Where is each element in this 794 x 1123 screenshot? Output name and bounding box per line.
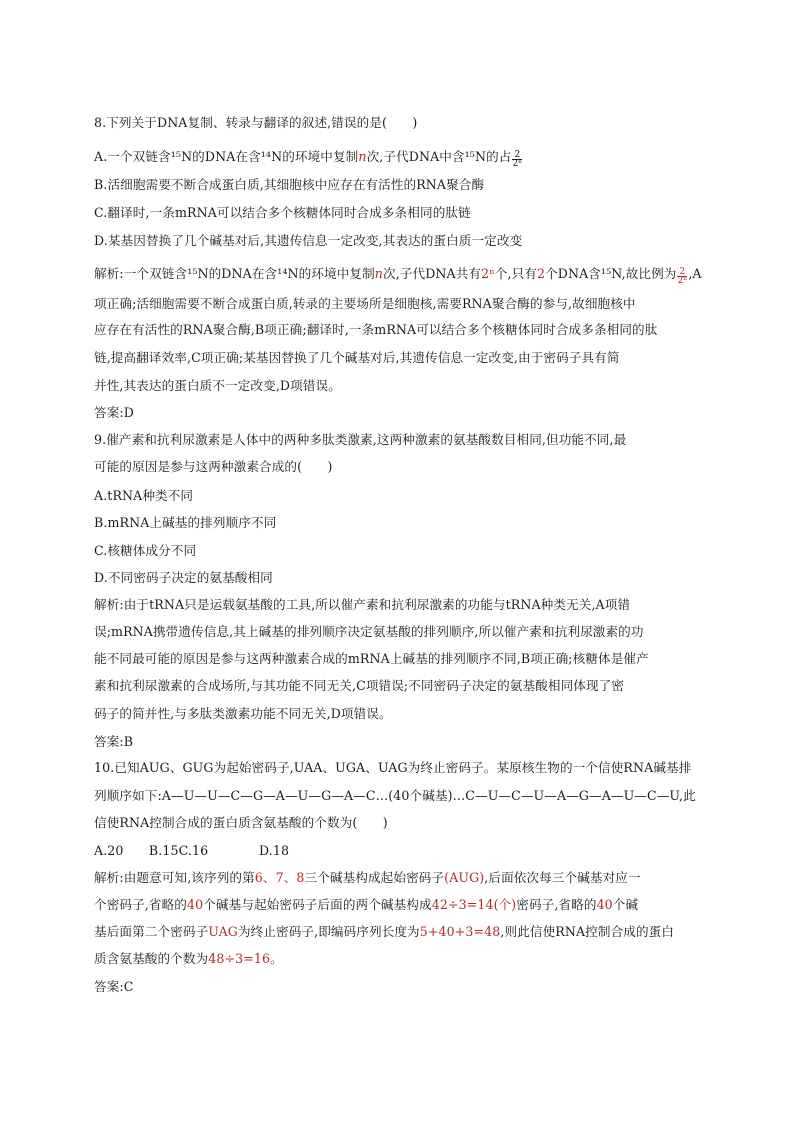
q8-exp-text-d: 个DNA含¹⁵N,故比例为 — [545, 266, 677, 281]
q10-exp-2f: 40 — [596, 897, 613, 912]
q8-exp-text-a: 解析:一个双链含¹⁵N的DNA在含¹⁴N的环境中复制 — [94, 266, 375, 281]
q10-stem-line-3: 信使RNA控制合成的蛋白质含氨基酸的个数为( ) — [94, 815, 388, 830]
q9-explanation-line-2: 误;mRNA携带遗传信息,其上碱基的排列顺序决定氨基酸的排列顺序,所以催产素和抗利尿激素的功 — [94, 624, 644, 639]
q10-explanation-line-3 — [94, 924, 674, 940]
q8-exp-text-b: 次,子代DNA共有 — [383, 266, 482, 281]
q8-option-c: C.翻译时,一条mRNA可以结合多个核糖体同时合成多条相同的肽链 — [94, 205, 471, 220]
q8-exp-fraction-den: 2ⁿ — [677, 276, 688, 286]
q10-exp-1b: 6、7、8 — [254, 870, 305, 885]
q8-option-a-fraction-num: 2 — [514, 150, 521, 160]
q8-exp-fraction — [677, 268, 687, 285]
q8-stem: 8.下列关于DNA复制、转录与翻译的叙述,错误的是( ) — [94, 115, 418, 130]
q9-option-b: B.mRNA上碱基的排列顺序不同 — [94, 515, 277, 530]
q10-exp-1c: 三个碱基构成起始密码子 — [304, 870, 445, 885]
q8-option-a-text: A.一个双链含¹⁵N的DNA在含¹⁴N的环境中复制 — [94, 149, 359, 164]
q9-option-d: D.不同密码子决定的氨基酸相同 — [94, 570, 273, 585]
q10-exp-4b: 48÷3=16 — [208, 951, 271, 966]
q10-exp-1d: (AUG) — [444, 870, 485, 885]
q10-exp-3d: 5+40+3=48 — [419, 924, 501, 939]
q10-exp-2g: 个碱 — [612, 897, 639, 912]
q8-option-a-fraction — [512, 151, 522, 168]
q8-exp-n: n — [374, 266, 384, 281]
q8-exp-two: 2 — [536, 266, 546, 281]
q10-exp-2b: 40 — [186, 897, 204, 912]
q10-exp-3a: 基后面第二个密码子 — [94, 924, 209, 939]
q10-answer: 答案:C — [94, 979, 134, 994]
q9-explanation-line-4: 素和抗利尿激素的合成场所,与其功能不同无关,C项错误;不同密码子决定的氨基酸相同体现了密 — [94, 678, 625, 693]
q8-option-a — [94, 149, 523, 168]
q10-options: A.20 B.15C.16 D.18 — [94, 843, 290, 858]
q8-exp-fraction-num: 2 — [679, 267, 686, 277]
q10-exp-2e: 密码子,省略的 — [516, 897, 597, 912]
q8-explanation-line-4: 链,提高翻译效率,C项正确;某基因替换了几个碱基对后,其遗传信息一定改变,由于密码子具有简 — [94, 350, 620, 365]
q10-exp-4a: 质含氨基酸的个数为 — [94, 951, 209, 966]
q10-exp-3e: ,则此信使RNA控制合成的蛋白 — [500, 924, 675, 939]
q8-explanation-line-3: 应存在有活性的RNA聚合酶,B项正确;翻译时,一条mRNA可以结合多个核糖体同时合成多条相同的肽 — [94, 322, 658, 337]
q8-explanation-line-5: 并性,其表达的蛋白质不一定改变,D项错误。 — [94, 378, 341, 393]
q8-exp-text-c: 个,只有 — [494, 266, 537, 281]
q10-stem-line-2: 列顺序如下:A—U—U—C—G—A—U—G—A—C…(40个碱基)…C—U—C—U—A—G—A—U—C—U,此 — [94, 788, 696, 803]
q10-explanation-line-2 — [94, 897, 638, 913]
q8-option-b: B.活细胞需要不断合成蛋白质,其细胞核中应存在有活性的RNA聚合酶 — [94, 177, 485, 192]
q10-exp-1a: 解析:由题意可知,该序列的第 — [94, 870, 255, 885]
q10-exp-3c: 为终止密码子,即编码序列长度为 — [237, 924, 420, 939]
q8-option-a-fraction-den: 2ⁿ — [512, 159, 523, 169]
q8-explanation-line-2: 项正确;活细胞需要不断合成蛋白质,转录的主要场所是细胞核,需要RNA聚合酶的参与,故细胞核中 — [94, 296, 636, 311]
q8-option-a-text2: 次,子代DNA中含¹⁵N的占 — [366, 149, 512, 164]
q9-stem-line-1: 9.催产素和抗利尿激素是人体中的两种多肽类激素,这两种激素的氨基酸数目相同,但功能不同,最 — [94, 432, 627, 447]
q10-stem-line-1: 10.已知AUG、GUG为起始密码子,UAA、UGA、UAG为终止密码子。某原核生物的一个信使RNA碱基排 — [94, 760, 692, 775]
q9-option-a: A.tRNA种类不同 — [94, 488, 194, 503]
q8-option-d: D.某基因替换了几个碱基对后,其遗传信息一定改变,其表达的蛋白质一定改变 — [94, 233, 523, 248]
q8-explanation-line-1 — [94, 266, 702, 285]
q8-option-a-n: n — [358, 149, 367, 164]
q8-answer: 答案:D — [94, 405, 134, 420]
q9-option-c: C.核糖体成分不同 — [94, 543, 197, 558]
q9-explanation-line-5: 码子的简并性,与多肽类激素功能不同无关,D项错误。 — [94, 706, 392, 721]
q10-exp-1e: ,后面依次每三个碱基对应一 — [484, 870, 641, 885]
q10-explanation-line-1 — [94, 870, 641, 886]
q10-exp-3b: UAG — [208, 924, 238, 939]
q9-explanation-line-3: 能不同最可能的原因是参与这两种激素合成的mRNA上碱基的排列顺序不同,B项正确;核糖体是催产 — [94, 651, 649, 666]
q8-exp-text-e: ,A — [688, 266, 702, 281]
q10-exp-2d: 42÷3=14(个) — [431, 897, 517, 912]
q8-exp-pow: 2ⁿ — [481, 266, 495, 281]
q9-answer: 答案:B — [94, 734, 134, 749]
q10-exp-2a: 个密码子,省略的 — [94, 897, 187, 912]
q10-exp-4c: 。 — [270, 951, 283, 966]
q9-stem-line-2: 可能的原因是参与这两种激素合成的( ) — [94, 459, 333, 474]
q10-exp-2c: 个碱基与起始密码子后面的两个碱基构成 — [203, 897, 432, 912]
q10-explanation-line-4 — [94, 951, 283, 967]
q9-explanation-line-1: 解析:由于tRNA只是运载氨基酸的工具,所以催产素和抗利尿激素的功能与tRNA种类无关,A项错 — [94, 597, 631, 612]
